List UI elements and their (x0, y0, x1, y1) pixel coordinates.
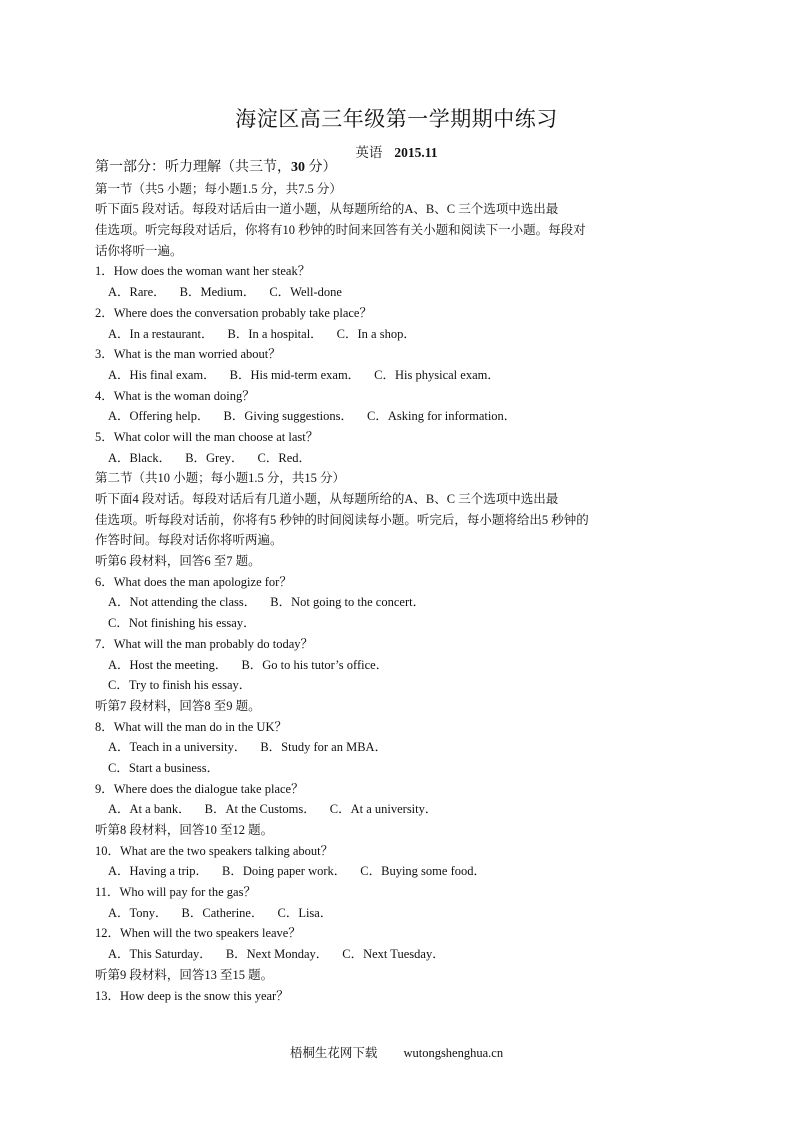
question-8-options-cont (95, 758, 695, 779)
question-3: 3．What is the man worried about？ (95, 347, 281, 362)
question-1: 1．How does the woman want her steak？ (95, 264, 311, 279)
question-10-options (95, 861, 695, 882)
question-8-options (95, 737, 695, 758)
option-b: B．At the Customs． (204, 802, 316, 817)
question-13: 13．How deep is the snow this year？ (95, 988, 289, 1003)
option-a: A．At a bank． (108, 802, 191, 817)
option-a: A．Black． (108, 450, 172, 465)
option-c: C．Well-done (269, 285, 342, 300)
option-b: B．Not going to the concert． (270, 595, 426, 610)
section1-heading: 第一节（共5 小题；每小题1.5 分，共7.5 分） (95, 181, 342, 196)
question-11: 11．Who will pay for the gas？ (95, 885, 256, 900)
question-10: 10．What are the two speakers talking about？ (95, 843, 334, 858)
option-b: B．Grey． (185, 450, 244, 465)
option-c: C．Not finishing his essay． (108, 616, 256, 631)
section1-instruction: 话你将听一遍。 (95, 243, 183, 258)
part1-score: 30 (291, 160, 305, 175)
question-3-options (95, 365, 695, 386)
question-6: 6．What does the man apologize for？ (95, 574, 292, 589)
option-b: B．Doing paper work． (221, 864, 347, 879)
question-7-options (95, 655, 695, 676)
question-1-options (95, 282, 695, 303)
option-a: A．Tony． (108, 905, 168, 920)
question-5-options (95, 448, 695, 469)
option-b: B．Go to his tutor’s office． (241, 657, 389, 672)
material-6-note: 听第6 段材料，回答6 至7 题。 (95, 554, 261, 569)
question-9: 9．Where does the dialogue take place？ (95, 781, 304, 796)
section1-instruction: 佳选项。听完每段对话后，你将有10 秒钟的时间来回答有关小题和阅读下一小题。每段对 (95, 223, 586, 238)
question-12: 12．When will the two speakers leave？ (95, 926, 301, 941)
footer-source-url: wutongshenghua.cn (403, 1046, 504, 1060)
exam-date: 2015.11 (394, 145, 438, 160)
option-c: C．At a university． (329, 802, 438, 817)
part1-heading (95, 158, 695, 179)
section2-instruction: 佳选项。听每段对话前，你将有5 秒钟的时间阅读每小题。听完后，每小题将给出5 秒钟的 (95, 512, 589, 527)
document-title: 海淀区高三年级第一学期期中练习 (235, 107, 558, 131)
option-c: C．Start a business． (108, 760, 220, 775)
question-8: 8．What will the man do in the UK？ (95, 719, 287, 734)
option-a: A．His final exam． (108, 367, 216, 382)
part1-heading-text: 第一部分：听力理解（共三节， (95, 160, 291, 175)
question-5: 5．What color will the man choose at last？ (95, 429, 319, 444)
document-body (95, 158, 695, 1006)
option-b: B．Next Monday． (225, 947, 329, 962)
page-footer (0, 1043, 793, 1061)
option-a: A．Having a trip． (108, 864, 208, 879)
question-4-options (95, 406, 695, 427)
option-c: C．Next Tuesday． (342, 947, 445, 962)
section1-instruction: 听下面5 段对话。每段对话后由一道小题，从每题所给的A、B、C 三个选项中选出最 (95, 202, 559, 217)
option-c: C．Try to finish his essay． (108, 678, 252, 693)
question-12-options (95, 944, 695, 965)
material-9-note: 听第9 段材料，回答13 至15 题。 (95, 967, 274, 982)
option-c: C．His physical exam． (374, 367, 500, 382)
section2-instruction: 作答时间。每段对话你将听两遍。 (95, 533, 283, 548)
material-7-note: 听第7 段材料，回答8 至9 题。 (95, 698, 261, 713)
option-c: C．Asking for information． (367, 409, 517, 424)
question-2-options (95, 324, 695, 345)
question-11-options (95, 903, 695, 924)
section2-heading: 第二节（共10 小题；每小题1.5 分，共15 分） (95, 471, 346, 486)
question-7: 7．What will the man probably do today？ (95, 636, 314, 651)
footer-source-text: 梧桐生花网下载 (289, 1046, 378, 1060)
question-2: 2．Where does the conversation probably take place？ (95, 305, 372, 320)
option-c: C．Red． (257, 450, 311, 465)
option-b: B．In a hospital． (227, 326, 323, 341)
question-6-options (95, 592, 695, 613)
option-b: B．His mid-term exam． (229, 367, 361, 382)
option-c: C．In a shop． (336, 326, 416, 341)
question-6-options-cont (95, 613, 695, 634)
option-a: A．Offering help． (108, 409, 210, 424)
option-a: A．Host the meeting． (108, 657, 228, 672)
subject-label: 英语 (355, 145, 383, 160)
option-b: B．Catherine． (181, 905, 264, 920)
section2-instruction: 听下面4 段对话。每段对话后有几道小题，从每题所给的A、B、C 三个选项中选出最 (95, 492, 559, 506)
option-a: A．This Saturday． (108, 947, 212, 962)
option-b: B．Study for an MBA． (260, 740, 388, 755)
question-9-options (95, 799, 695, 820)
option-c: C．Lisa． (277, 905, 333, 920)
option-a: A．Not attending the class． (108, 595, 257, 610)
option-c: C．Buying some food． (360, 864, 486, 879)
option-a: A．Teach in a university． (108, 740, 247, 755)
question-4: 4．What is the woman doing？ (95, 388, 255, 403)
option-b: B．Giving suggestions． (223, 409, 354, 424)
option-b: B．Medium． (179, 285, 256, 300)
question-7-options-cont (95, 675, 695, 696)
option-a: A．In a restaurant． (108, 326, 214, 341)
material-8-note: 听第8 段材料，回答10 至12 题。 (95, 823, 274, 837)
part1-heading-suffix: 分） (305, 160, 337, 175)
option-a: A．Rare． (108, 285, 166, 300)
